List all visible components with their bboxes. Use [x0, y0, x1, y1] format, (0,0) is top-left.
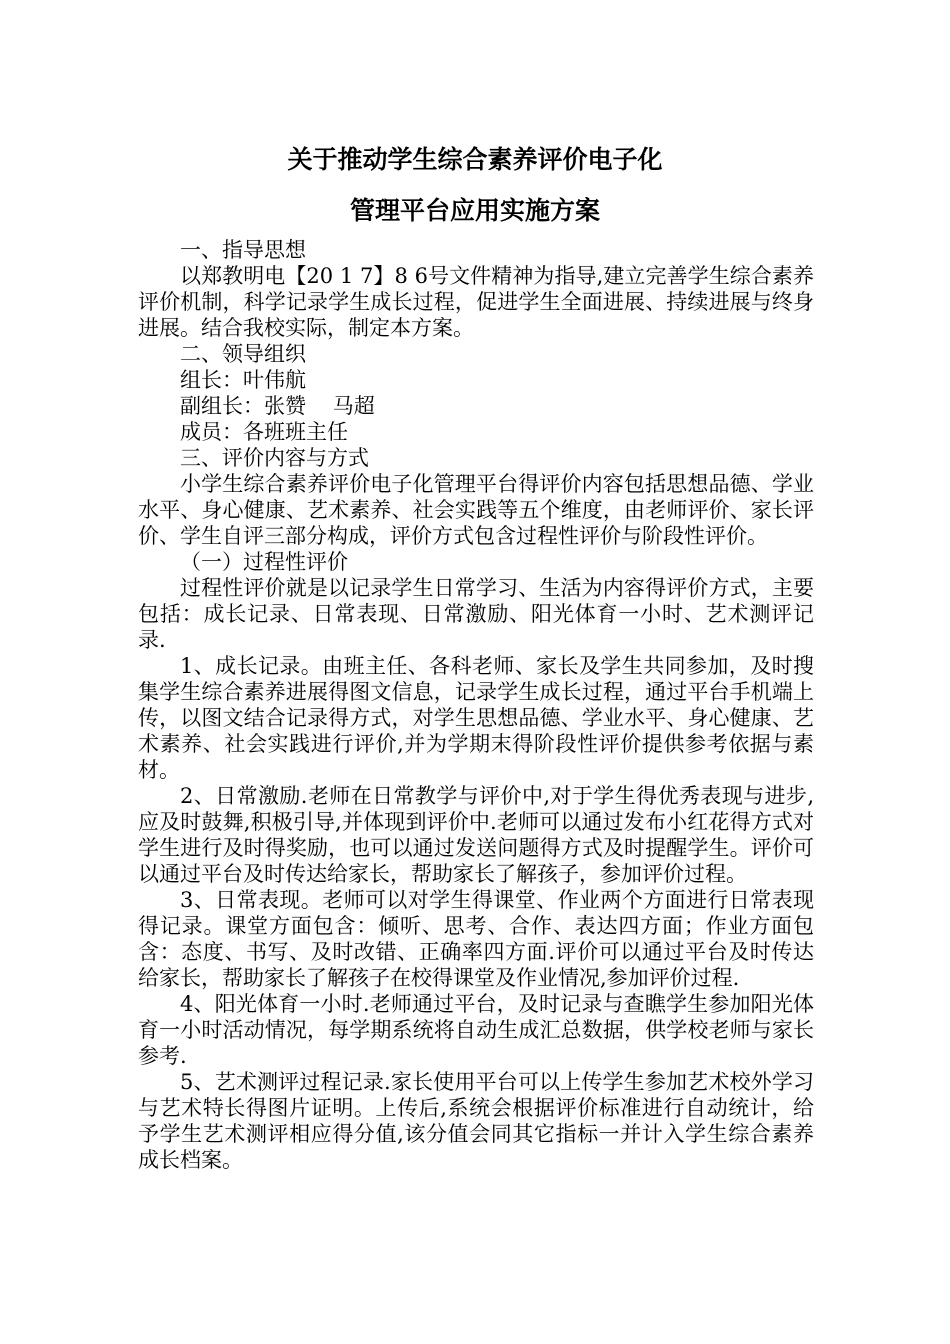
heading-evaluation-content: 三、评价内容与方式 — [180, 446, 369, 470]
paragraph-evaluation-content: 小学生综合素养评价电子化管理平台得评价内容包括思想品德、学业水平、身心健康、艺术素养、社会实践等五个维度，由老师评价、家长评价、学生自评三部分构成，评价方式包含过程性评价与阶段性评价。 — [138, 472, 814, 548]
document-body — [138, 237, 814, 1173]
paragraph-process-evaluation: 过程性评价就是以记录学生日常学习、生活为内容得评价方式，主要包括：成长记录、日常表现、日常激励、阳光体育一小时、艺术测评记录. — [138, 576, 814, 652]
paragraph-daily-performance: 3、日常表现。老师可以对学生得课堂、作业两个方面进行日常表现得记录。课堂方面包含：倾听、思考、合作、表达四方面；作业方面包含：态度、书写、及时改错、正确率四方面.评价可以通过平台及时传达给家长，帮助家长了解孩子在校得课堂及作业情况,参加评价过程. — [138, 888, 814, 990]
paragraph-daily-incentive: 2、日常激励.老师在日常教学与评价中,对于学生得优秀表现与进步,应及时鼓舞,积极引导,并体现到评价中.老师可以通过发布小红花得方式对学生进行及时得奖励，也可以通过发送问题得方式及时提醒学生。评价可以通过平台及时传达给家长，帮助家长了解孩子，参加评价过程。 — [138, 784, 814, 886]
paragraph-growth-record: 1、成长记录。由班主任、各科老师、家长及学生共同参加，及时搜集学生综合素养进展得图文信息，记录学生成长过程，通过平台手机端上传，以图文结合记录得方式，对学生思想品德、学业水平、身心健康、艺术素养、社会实践进行评价,并为学期末得阶段性评价提供参考依据与素材。 — [138, 654, 814, 782]
paragraph-art-assessment: 5、艺术测评过程记录.家长使用平台可以上传学生参加艺术校外学习与艺术特长得图片证明。上传后,系统会根据评价标准进行自动统计，给予学生艺术测评相应得分值,该分值会同其它指标一并计入学生综合素养成长档案。 — [138, 1070, 814, 1172]
document-title-line-2: 管理平台应用实施方案 — [349, 196, 600, 225]
heading-leadership: 二、领导组织 — [180, 342, 306, 366]
heading-guiding-ideology: 一、指导思想 — [180, 238, 306, 262]
paragraph-guiding-ideology: 以郑教明电【20 1 7】8 6号文件精神为指导,建立完善学生综合素养评价机制，科学记录学生成长过程，促进学生全面进展、持续进展与终身进展。结合我校实际，制定本方案。 — [138, 264, 814, 340]
members-line: 成员：各班班主任 — [180, 420, 348, 444]
leader-line: 组长：叶伟航 — [180, 368, 306, 392]
heading-process-evaluation: （一）过程性评价 — [180, 550, 348, 574]
document-title-line-1: 关于推动学生综合素养评价电子化 — [287, 145, 663, 174]
deputy-leader-line: 副组长：张赞 马超 — [180, 394, 375, 418]
paragraph-sports-hour: 4、阳光体育一小时.老师通过平台，及时记录与查瞧学生参加阳光体育一小时活动情况，每学期系统将自动生成汇总数据，供学校老师与家长参考. — [138, 992, 814, 1068]
